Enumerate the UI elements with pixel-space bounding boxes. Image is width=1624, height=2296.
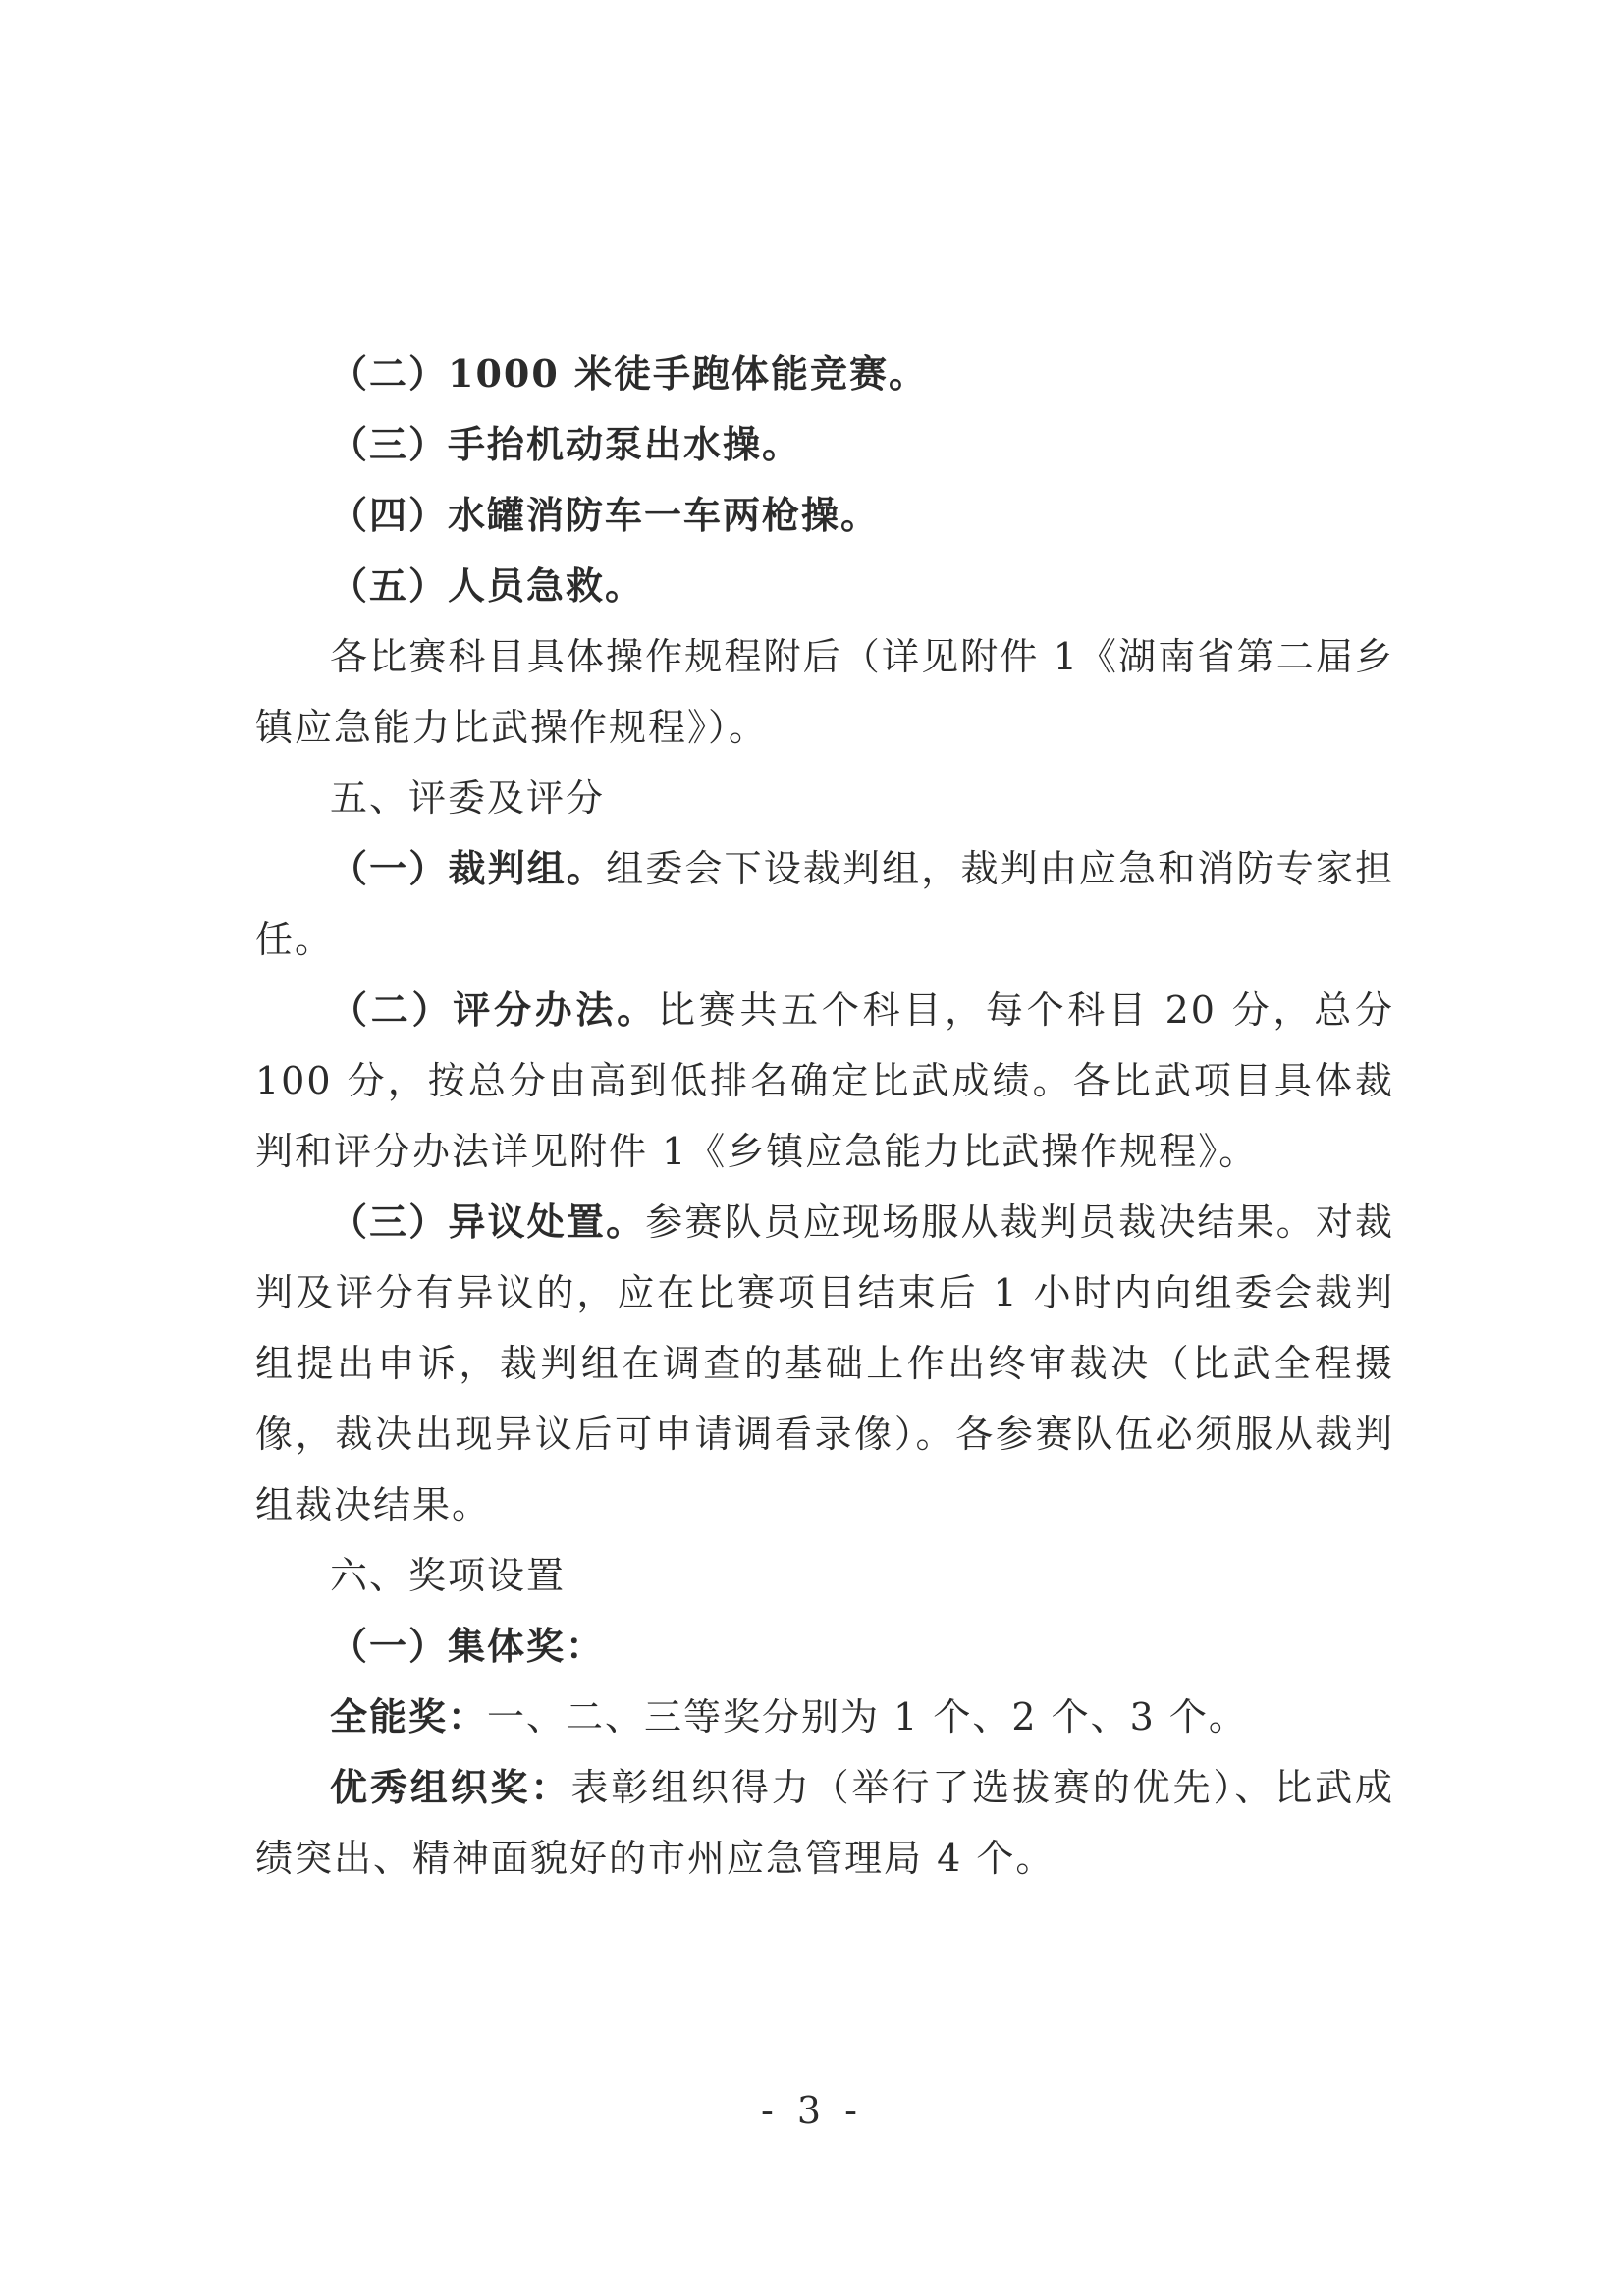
paragraph-organization-award (255, 1752, 1394, 1894)
paragraph-text: 表彰组织得力（举行了选拔赛的优先）、比武成绩突出、精神面貌好的市州应急管理局 4 个。 (255, 1766, 1394, 1880)
paragraph-lead: （四）水罐消防车一车两枪操。 (330, 493, 881, 537)
paragraph-lead: （三）异议处置。 (330, 1200, 646, 1244)
paragraph-item-3 (255, 409, 1394, 480)
document-body (255, 339, 1394, 1894)
page-number: - 3 - (760, 2089, 863, 2132)
paragraph-text: 比赛共五个科目，每个科目 20 分，总分 100 分，按总分由高到低排名确定比武成绩。各比武项目具体裁判和评分办法详见附件 1《乡镇应急能力比武操作规程》。 (255, 988, 1394, 1173)
paragraph-item-5 (255, 551, 1394, 621)
paragraph-lead: （二）1000 米徒手跑体能竞赛。 (330, 351, 928, 396)
paragraph-scoring-method (255, 975, 1394, 1187)
paragraph-item-4 (255, 480, 1394, 551)
paragraph-all-round-award (255, 1682, 1394, 1752)
paragraph-referee-group (255, 833, 1394, 975)
paragraph-lead: 优秀组织奖： (330, 1765, 571, 1809)
paragraph-objection-handling (255, 1187, 1394, 1540)
section-heading-awards (255, 1540, 1394, 1611)
paragraph-text: 参赛队员应现场服从裁判员裁决结果。对裁判及评分有异议的，应在比赛项目结束后 1 小时内向组委会裁判组提出申诉，裁判组在调查的基础上作出终审裁决（比武全程摄像，裁决出现异议后可申请调看录像）。各参赛队伍必须服从裁判组裁决结果。 (255, 1201, 1394, 1526)
section-heading-judging (255, 763, 1394, 833)
paragraph-lead: （一）集体奖： (330, 1624, 606, 1668)
paragraph-lead: （一）裁判组。 (330, 846, 607, 890)
section-heading-text: 六、奖项设置 (330, 1554, 567, 1597)
paragraph-lead: （五）人员急救。 (330, 563, 645, 608)
paragraph-lead: 全能奖： (330, 1694, 488, 1738)
paragraph-item-2 (255, 339, 1394, 409)
paragraph-text: 各比赛科目具体操作规程附后（详见附件 1《湖南省第二届乡镇应急能力比武操作规程》）。 (255, 635, 1394, 749)
paragraph-text: 组委会下设裁判组，裁判由应急和消防专家担任。 (255, 847, 1394, 961)
paragraph-lead: （二）评分办法。 (330, 988, 658, 1032)
paragraph-collective-award (255, 1611, 1394, 1682)
section-heading-text: 五、评委及评分 (330, 776, 606, 820)
paragraph-text: 一、二、三等奖分别为 1 个、2 个、3 个。 (487, 1695, 1248, 1738)
paragraph-procedures (255, 621, 1394, 763)
paragraph-lead: （三）手抬机动泵出水操。 (330, 422, 802, 466)
